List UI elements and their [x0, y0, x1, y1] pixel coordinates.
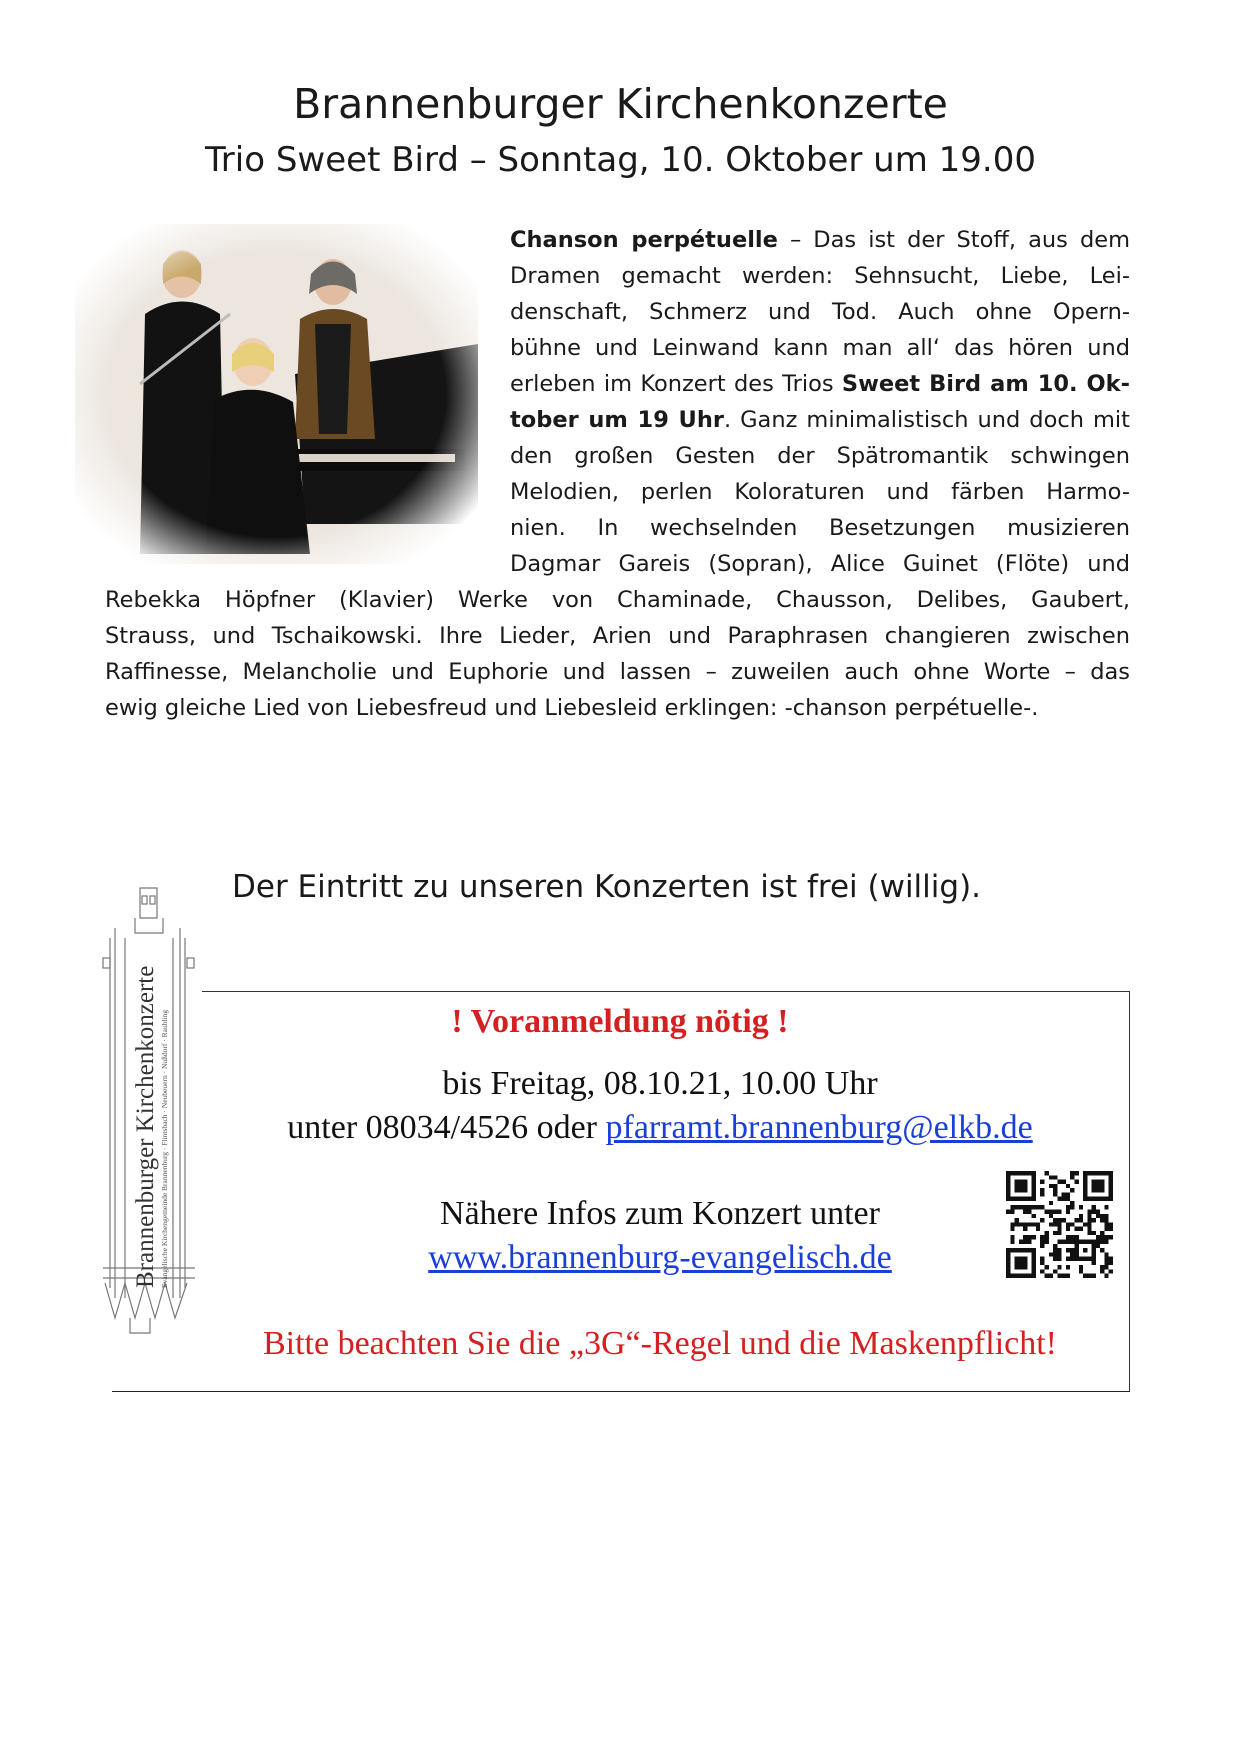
logo-main-text: Brannenburger Kirchenkonzerte	[132, 965, 159, 1288]
logo-sub-text: Evangelische Kirchengemeinde Brannenburg · Flintsbach · Neubeuern · Nußdorf · Raubling	[160, 1009, 169, 1288]
qr-code-icon[interactable]	[1006, 1171, 1113, 1278]
article-line: erleben im Konzert des Trios Sweet Bird am 10. Ok-	[510, 371, 1130, 397]
website-container	[300, 1236, 1020, 1280]
page-subtitle: Trio Sweet Bird – Sonntag, 10. Oktober um 19.00	[205, 140, 1036, 180]
entry-notice: Der Eintritt zu unseren Konzerten ist frei (willig).	[232, 869, 982, 905]
article-line: Melodien, perlen Koloraturen und färben Harmo-	[510, 479, 1130, 505]
article-line: Rebekka Höpfner (Klavier) Werke von Chaminade, Chausson, Delibes, Gaubert,	[105, 587, 1130, 613]
article-line: Dagmar Gareis (Sopran), Alice Guinet (Flöte) und	[510, 551, 1130, 577]
article-line: denschaft, Schmerz und Tod. Auch ohne Opern-	[510, 299, 1130, 325]
article-line: tober um 19 Uhr. Ganz minimalistisch und doch mit	[510, 407, 1130, 433]
email-link[interactable]: pfarramt.brannenburg@elkb.de	[605, 1109, 1033, 1146]
organ-logo	[95, 878, 205, 1338]
article-line: Strauss, und Tschaikowski. Ihre Lieder, Arien und Paraphrasen changieren zwischen	[105, 623, 1130, 649]
more-info-label: Nähere Infos zum Konzert unter	[440, 1195, 880, 1232]
article-line: Chanson perpétuelle – Das ist der Stoff, aus dem	[510, 227, 1130, 253]
article-line: Raffinesse, Melancholie und Euphorie und lassen – zuweilen auch ohne Worte – das	[105, 659, 1130, 685]
website-link[interactable]: www.brannenburg-evangelisch.de	[428, 1239, 892, 1276]
article-lead: Chanson perpétuelle	[510, 227, 778, 253]
registration-contact: unter 08034/4526 oder pfarramt.brannenburg@elkb.de	[287, 1109, 1033, 1146]
registration-heading: ! Voranmeldung nötig !	[451, 1003, 789, 1040]
article-line: bühne und Leinwand kann man all‘ das hören und	[510, 335, 1130, 361]
article-paragraph-part2	[105, 582, 1130, 726]
rule-notice: Bitte beachten Sie die „3G“-Regel und die Maskenpflicht!	[262, 1325, 1058, 1362]
divider-line	[112, 1391, 1130, 1392]
article-line: den großen Gesten der Spätromantik schwingen	[510, 443, 1130, 469]
article-line: nien. In wechselnden Besetzungen musizieren	[510, 515, 1130, 541]
trio-photo	[75, 224, 478, 564]
article-line: ewig gleiche Lied von Liebesfreud und Liebesleid erklingen: -chanson perpétuelle-.	[105, 695, 1039, 721]
article-line: Dramen gemacht werden: Sehnsucht, Liebe, Lei-	[510, 263, 1130, 289]
registration-deadline: bis Freitag, 08.10.21, 10.00 Uhr	[442, 1065, 878, 1102]
page-title: Brannenburger Kirchenkonzerte	[293, 80, 948, 128]
article-paragraph-part1	[510, 222, 1130, 582]
